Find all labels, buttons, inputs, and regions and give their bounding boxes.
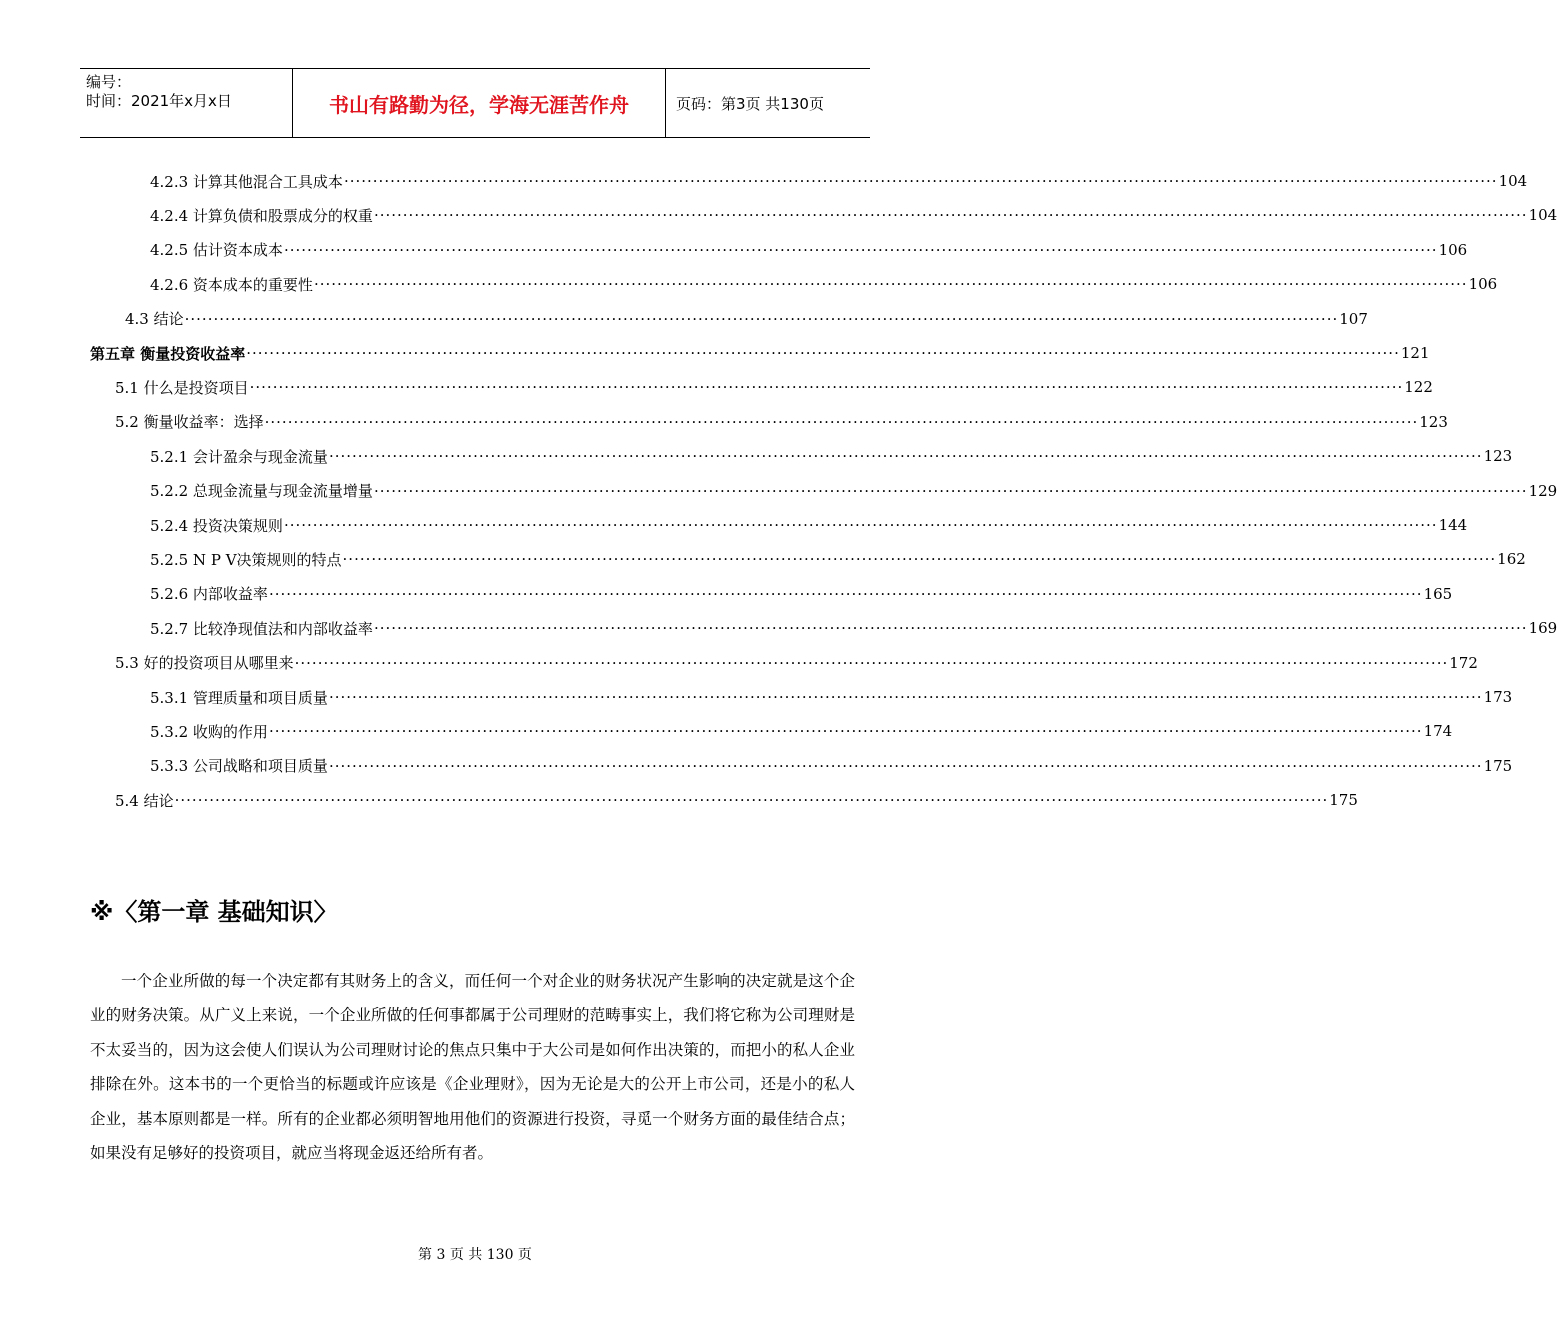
toc-entry-page: 174 — [1423, 722, 1453, 741]
toc-entry-label: 4.2.3 计算其他混合工具成本 — [150, 172, 343, 191]
toc-entry[interactable] — [150, 474, 1557, 508]
toc-dot-leader: ········································································································································································································ — [184, 309, 1339, 328]
page-header — [80, 68, 870, 138]
page-footer: 第 3 页 共 130 页 — [418, 1247, 532, 1263]
toc-entry-label: 5.2.4 投资决策规则 — [150, 516, 283, 535]
toc-dot-leader: ········································································································································································································ — [294, 653, 1449, 672]
time-label: 时间：2021年x月x日 — [86, 92, 232, 110]
toc-entry[interactable] — [125, 302, 1368, 336]
toc-entry-page: 173 — [1483, 688, 1513, 706]
toc-dot-leader: ········································································································································································································ — [264, 412, 1419, 431]
toc-entry[interactable] — [150, 164, 1528, 198]
toc-entry-page: 106 — [1438, 240, 1468, 259]
toc-dot-leader: ········································································································································································································ — [373, 481, 1528, 500]
toc-entry[interactable] — [150, 233, 1468, 267]
toc-entry-label: 5.3 好的投资项目从哪里来 — [115, 654, 294, 673]
toc-entry-label: 5.3.1 管理质量和项目质量 — [150, 688, 328, 707]
toc-entry-label: 5.2.7 比较净现值法和内部收益率 — [150, 619, 373, 638]
toc-entry-page: 144 — [1438, 516, 1468, 534]
toc-entry[interactable] — [150, 439, 1513, 473]
body-paragraph: 一个企业所做的每一个决定都有其财务上的含义，而任何一个对企业的财务状况产生影响的决定就是这个企业的财务决策。从广义上来说，一个企业所做的任何事都属于公司理财的范畴事实上，我们将它称为公司理财是不太妥当的，因为这会使人们误认为公司理财讨论的焦点只集中于大公司是如何作出决策的，而把小的私人企业排除在外。这本书的一个更恰当的标题或许应该是《企业理财》，因为无论是大的公开上市公司，还是小的私人企业，基本原则都是一样。所有的企业都必须明智地用他们的资源进行投资，寻觅一个财务方面的最佳结合点；如果没有足够好的投资项目，就应当将现金返还给所有者。 — [90, 972, 855, 1163]
toc-entry-page: 175 — [1329, 791, 1358, 810]
toc-entry-label: 4.2.4 计算负债和股票成分的权重 — [150, 206, 373, 225]
toc-entry-label: 4.3 结论 — [125, 310, 184, 329]
toc-dot-leader: ········································································································································································································ — [268, 584, 1423, 603]
toc-entry-page: 172 — [1449, 653, 1478, 672]
toc-entry-label: 5.3.2 收购的作用 — [150, 722, 268, 741]
toc-entry-page: 121 — [1400, 344, 1430, 362]
toc-entry[interactable] — [150, 680, 1513, 714]
toc-dot-leader: ········································································································································································································ — [246, 344, 1400, 362]
toc-chapter-entry[interactable] — [90, 336, 1430, 370]
toc-dot-leader: ········································································································································································································ — [283, 516, 1438, 534]
toc-dot-leader: ········································································································································································································ — [342, 550, 1497, 569]
toc-entry-label: 5.2.1 会计盈余与现金流量 — [150, 447, 328, 466]
toc-entry[interactable] — [150, 749, 1513, 783]
toc-dot-leader: ········································································································································································································ — [249, 378, 1404, 397]
toc-entry-label: 5.2 衡量收益率：选择 — [115, 413, 264, 432]
toc-entry-page: 123 — [1419, 412, 1448, 431]
toc-dot-leader: ········································································································································································································ — [373, 206, 1528, 225]
toc-entry-page: 169 — [1528, 619, 1557, 638]
toc-entry-page: 129 — [1528, 481, 1557, 500]
toc-entry-label: 第五章 衡量投资收益率 — [90, 344, 246, 363]
toc-entry-label: 5.4 结论 — [115, 791, 174, 810]
toc-entry-label: 5.2.5 N P V决策规则的特点 — [150, 550, 342, 569]
toc-entry[interactable] — [150, 267, 1498, 301]
toc-entry[interactable] — [150, 577, 1453, 611]
toc-entry-label: 5.3.3 公司战略和项目质量 — [150, 757, 328, 776]
toc-entry-page: 104 — [1498, 172, 1528, 190]
toc-entry-page: 162 — [1497, 550, 1526, 569]
toc-entry[interactable] — [115, 405, 1448, 439]
number-label: 编号： — [86, 73, 132, 91]
chapter-title: ※〈第一章 基础知识〉 — [90, 898, 338, 926]
toc-entry[interactable] — [150, 611, 1557, 645]
toc-entry[interactable] — [115, 783, 1358, 817]
header-meta — [80, 69, 293, 137]
toc-entry-label: 5.2.6 内部收益率 — [150, 585, 268, 604]
toc-dot-leader: ········································································································································································································ — [328, 756, 1483, 775]
header-page-info: 页码：第3页 共130页 — [676, 94, 824, 113]
toc-dot-leader: ········································································································································································································ — [343, 172, 1498, 190]
toc-entry-page: 175 — [1483, 756, 1513, 775]
toc-dot-leader: ········································································································································································································ — [313, 275, 1468, 294]
header-motto: 书山有路勤为径，学海无涯苦作舟 — [293, 69, 666, 137]
toc-entry-page: 104 — [1528, 206, 1557, 225]
toc-entry-page: 165 — [1423, 584, 1453, 603]
toc-entry-label: 5.2.2 总现金流量与现金流量增量 — [150, 482, 373, 501]
toc-dot-leader: ········································································································································································································ — [268, 722, 1423, 741]
toc-entry[interactable] — [115, 370, 1433, 404]
toc-entry-page: 123 — [1483, 447, 1513, 466]
toc-dot-leader: ········································································································································································································ — [328, 688, 1483, 706]
toc-entry-page: 106 — [1468, 275, 1498, 294]
toc-entry[interactable] — [150, 542, 1526, 576]
toc-dot-leader: ········································································································································································································ — [328, 447, 1483, 466]
toc-entry-page: 122 — [1404, 378, 1433, 397]
toc-entry-label: 4.2.5 估计资本成本 — [150, 241, 283, 260]
toc-dot-leader: ········································································································································································································ — [283, 240, 1438, 259]
toc-entry[interactable] — [150, 508, 1468, 542]
toc-entry[interactable] — [115, 646, 1478, 680]
toc-entry[interactable] — [150, 714, 1453, 748]
toc-entry-page: 107 — [1339, 309, 1368, 328]
toc-entry-label: 5.1 什么是投资项目 — [115, 378, 249, 397]
toc-dot-leader: ········································································································································································································ — [174, 791, 1329, 810]
toc-dot-leader: ········································································································································································································ — [373, 619, 1528, 638]
toc-entry-label: 4.2.6 资本成本的重要性 — [150, 275, 313, 294]
toc-entry[interactable] — [150, 198, 1557, 232]
